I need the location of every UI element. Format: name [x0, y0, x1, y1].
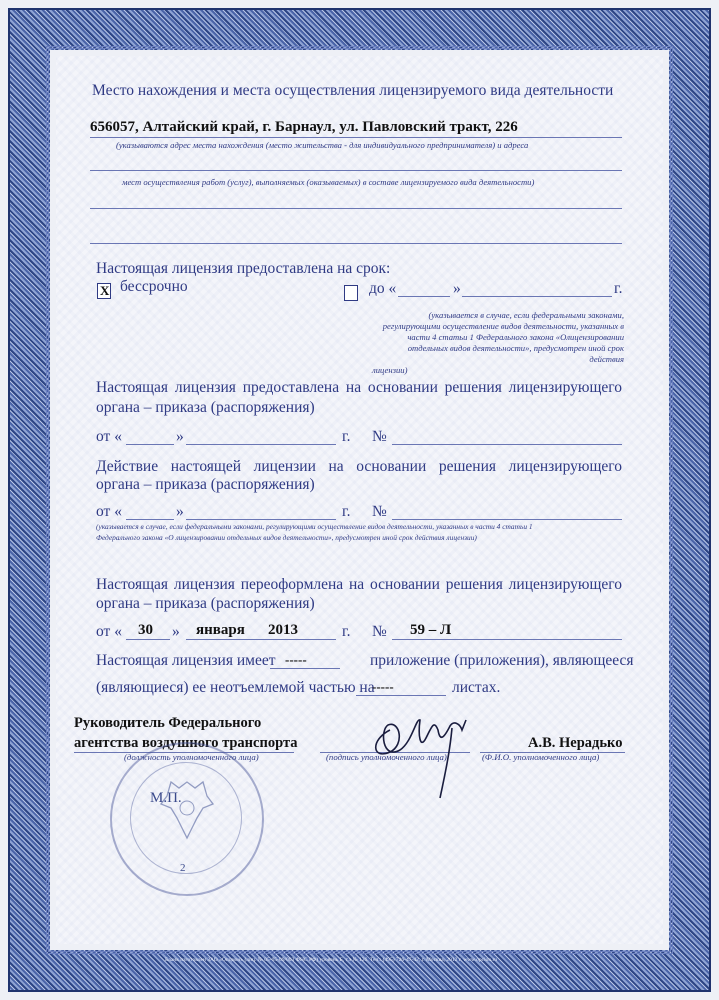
term-note-line: регулирующими осуществление видов деятельности, указанных в	[382, 321, 624, 331]
address-line-4	[90, 243, 622, 244]
until-label: до «	[369, 280, 397, 297]
position-caption: (должность уполномоченного лица)	[124, 752, 259, 762]
action-number-label: №	[372, 503, 387, 520]
action-date-line	[186, 519, 336, 520]
action-day-line	[126, 519, 174, 520]
action-line-1: Действие настоящей лицензии на основании решения лицензирующего	[96, 458, 622, 475]
action-line-2: органа – приказа (распоряжения)	[96, 476, 315, 493]
appendix-sheets: -----	[372, 679, 394, 694]
reissue-number-line	[392, 639, 622, 640]
until-year-suffix: г.	[614, 280, 623, 297]
stamp-label: М.П.	[150, 790, 182, 806]
appendix-count: -----	[285, 652, 307, 667]
basis-date-line	[186, 444, 336, 445]
action-note-1: (указывается в случае, если федеральными законами, регулирующими осуществление видов деятельности, указанных в части 4 статьи 1	[96, 522, 533, 531]
term-note	[372, 310, 624, 376]
reissue-line-1: Настоящая лицензия переоформлена на основании решения лицензирующего	[96, 576, 622, 593]
position-line-1: Руководитель Федерального	[74, 715, 262, 731]
location-note-1: (указываются адрес места нахождения (место жительства - для индивидуального предпринимателя) и адреса	[116, 140, 529, 150]
location-note-2: мест осуществления работ (услуг), выполняемых (оказываемых) в составе лицензируемого вида деятельности)	[122, 177, 535, 187]
eagle-emblem-icon	[157, 774, 217, 844]
official-stamp	[110, 742, 264, 896]
position-line-2: агентства воздушного транспорта	[74, 735, 298, 751]
checkbox-mark: X	[100, 283, 110, 298]
appendix-line-1-start: Настоящая лицензия имеет	[96, 652, 276, 669]
action-from-close: »	[176, 503, 184, 520]
location-address: 656057, Алтайский край, г. Барнаул, ул. Павловский тракт, 226	[90, 119, 518, 135]
basis-number-line	[392, 444, 622, 445]
action-number-line	[392, 519, 622, 520]
unlimited-label: бессрочно	[120, 278, 188, 295]
reissue-year: 2013	[268, 622, 298, 638]
term-note-line: (указывается в случае, если федеральными законами,	[428, 310, 624, 320]
term-note-line: части 4 статьи 1 Федерального закона «Олицензировании	[407, 332, 624, 342]
until-date-line	[462, 296, 612, 297]
signature-caption: (подпись уполномоченного лица)	[326, 752, 447, 762]
basis-day-line	[126, 444, 174, 445]
until-day-line	[398, 296, 450, 297]
address-line-2	[90, 170, 622, 171]
printer-footer: Бланк изготовлен ЗАО «Опцион» (лиц. № 05-05-09/003 ФНС РФ) уровень Б, т.з № 126. Тел.: (495) 726-47-42, г. Москва, 2012 г. www.opcion.ru	[165, 957, 498, 963]
appendix-line-2-end: листах.	[452, 679, 501, 696]
reissue-year-suffix: г.	[342, 623, 351, 640]
handwritten-signature	[360, 690, 490, 800]
stamp-number: 2	[180, 862, 186, 874]
basis-number-label: №	[372, 428, 387, 445]
address-line	[90, 137, 622, 138]
location-heading: Место нахождения и места осуществления лицензируемого вида деятельности	[92, 82, 614, 99]
basis-from-close: »	[176, 428, 184, 445]
action-year-suffix: г.	[342, 503, 351, 520]
until-close: »	[453, 280, 461, 297]
until-checkbox	[344, 285, 358, 301]
reissue-from-open: от «	[96, 623, 122, 640]
appendix-line-2-start: (являющиеся) ее неотъемлемой частью на	[96, 679, 375, 696]
basis-year-suffix: г.	[342, 428, 351, 445]
address-line-3	[90, 208, 622, 209]
reissue-from-close: »	[172, 623, 180, 640]
term-note-line: отдельных видов деятельности», предусмотрен иной срок действия	[407, 343, 624, 364]
reissue-date-line	[186, 639, 336, 640]
appendix-line-1-end: приложение (приложения), являющееся	[370, 652, 634, 669]
term-heading: Настоящая лицензия предоставлена на срок:	[96, 260, 391, 277]
reissue-number-label: №	[372, 623, 387, 640]
unlimited-checkbox	[97, 283, 111, 299]
reissue-line-2: органа – приказа (распоряжения)	[96, 595, 315, 612]
basis-line-1: Настоящая лицензия предоставлена на основании решения лицензирующего	[96, 379, 622, 396]
name-caption: (Ф.И.О. уполномоченного лица)	[482, 752, 600, 762]
reissue-month: января	[196, 622, 245, 638]
basis-line-2: органа – приказа (распоряжения)	[96, 399, 315, 416]
signer-name: А.В. Нерадько	[528, 735, 623, 751]
reissue-day-line	[126, 639, 170, 640]
action-from-open: от «	[96, 503, 122, 520]
appendix-count-line	[270, 668, 340, 669]
action-note-2: Федерального закона «О лицензировании отдельных видов деятельности», предусмотрен иной срок действия лицензии)	[96, 533, 477, 542]
basis-from-open: от «	[96, 428, 122, 445]
reissue-number: 59 – Л	[410, 622, 452, 638]
term-note-line: лицензии)	[372, 365, 408, 375]
reissue-day: 30	[138, 622, 153, 638]
